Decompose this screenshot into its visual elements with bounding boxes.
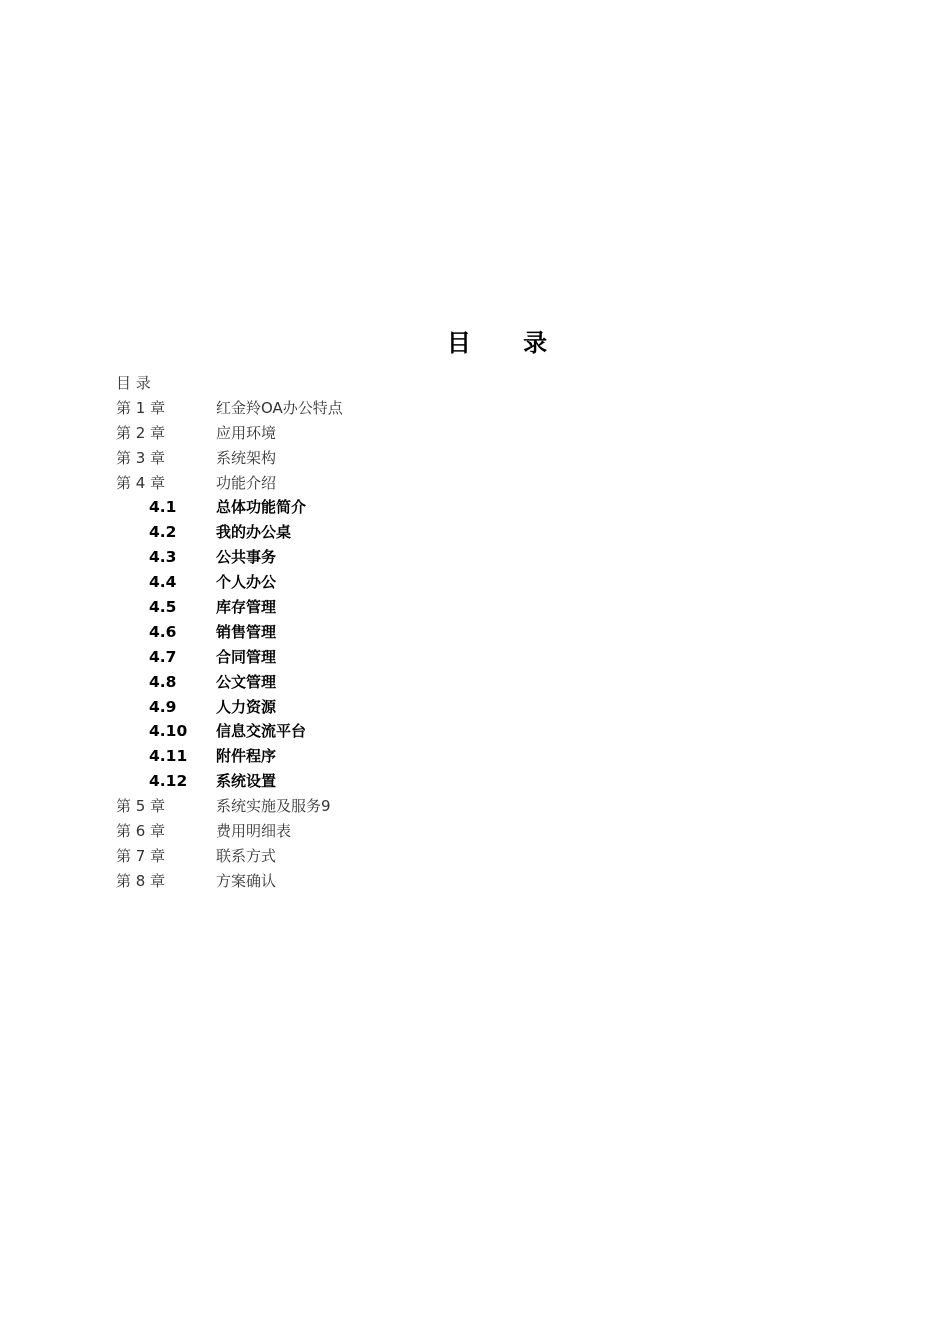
toc-entry-label: 公共事务 (216, 548, 277, 567)
toc-entry-number: 第 3 章 (116, 448, 166, 467)
toc-entry-section-4-4[interactable] (116, 570, 716, 595)
toc-entry-number: 第 7 章 (116, 846, 166, 865)
toc-entry-chapter-7[interactable] (116, 844, 716, 869)
toc-list (116, 371, 716, 894)
toc-entry-section-4-5[interactable] (116, 595, 716, 620)
toc-entry-number: 4.1 (149, 498, 177, 517)
toc-entry-section-4-7[interactable] (116, 645, 716, 670)
toc-entry-number: 4.7 (149, 647, 177, 666)
toc-entry-label: 费用明细表 (216, 822, 292, 841)
toc-entry-label: 系统设置 (216, 772, 277, 791)
toc-entry-chapter-5[interactable] (116, 794, 716, 819)
toc-entry-section-4-6[interactable] (116, 620, 716, 645)
toc-entry-number: 4.6 (149, 622, 177, 641)
toc-entry-label: 我的办公桌 (216, 523, 292, 542)
toc-entry-chapter-2[interactable] (116, 421, 716, 446)
toc-entry-label: 方案确认 (216, 871, 277, 890)
toc-entry-number: 4.4 (149, 573, 177, 592)
toc-entry-number: 第 1 章 (116, 398, 166, 417)
toc-entry-number: 4.12 (149, 772, 188, 791)
toc-entry-label: 应用环境 (216, 423, 277, 442)
toc-entry-label: 总体功能简介 (216, 498, 307, 517)
toc-entry-label: 公文管理 (216, 672, 277, 691)
toc-entry-section-4-1[interactable] (116, 495, 716, 520)
toc-entry-number: 目 录 (116, 374, 151, 392)
toc-entry-number: 4.3 (149, 548, 177, 567)
toc-entry-chapter-8[interactable] (116, 869, 716, 894)
toc-entry-label: 系统实施及服务9 (216, 797, 331, 816)
toc-entry-number: 第 2 章 (116, 423, 166, 442)
toc-entry-label: 库存管理 (216, 598, 277, 617)
toc-entry-number: 4.2 (149, 523, 177, 542)
toc-entry-number: 4.8 (149, 672, 177, 691)
toc-entry-number: 第 4 章 (116, 473, 166, 492)
toc-entry-number: 第 6 章 (116, 822, 166, 841)
toc-entry-label: 人力资源 (216, 697, 277, 716)
toc-entry-label: 功能介绍 (216, 473, 277, 492)
toc-entry-chapter-1[interactable] (116, 396, 716, 421)
toc-entry-section-4-12[interactable] (116, 769, 716, 794)
toc-entry-number: 4.10 (149, 722, 188, 741)
toc-entry-label: 系统架构 (216, 448, 277, 467)
toc-entry-number: 第 8 章 (116, 871, 166, 890)
toc-entry-section-4-3[interactable] (116, 545, 716, 570)
toc-entry-section-4-8[interactable] (116, 670, 716, 695)
toc-entry-section-4-2[interactable] (116, 520, 716, 545)
toc-entry-chapter-4[interactable] (116, 471, 716, 496)
toc-entry-label: 销售管理 (216, 622, 277, 641)
toc-entry-label: 信息交流平台 (216, 722, 307, 741)
toc-entry-label: 附件程序 (216, 747, 277, 766)
toc-title: 目 录 (446, 329, 570, 357)
toc-entry-section-4-11[interactable] (116, 744, 716, 769)
toc-entry-label: 合同管理 (216, 647, 277, 666)
toc-entry-chapter-3[interactable] (116, 446, 716, 471)
toc-entry-label: 红金羚OA办公特点 (216, 398, 343, 417)
toc-entry-label: 联系方式 (216, 846, 277, 865)
toc-entry-section-4-10[interactable] (116, 719, 716, 744)
toc-entry-number: 第 5 章 (116, 797, 166, 816)
toc-entry-section-4-9[interactable] (116, 695, 716, 720)
toc-entry-number: 4.11 (149, 747, 188, 766)
toc-entry-chapter-6[interactable] (116, 819, 716, 844)
toc-entry-number: 4.5 (149, 598, 177, 617)
toc-entry-toc[interactable] (116, 371, 716, 396)
toc-entry-number: 4.9 (149, 697, 177, 716)
toc-entry-label: 个人办公 (216, 573, 277, 592)
